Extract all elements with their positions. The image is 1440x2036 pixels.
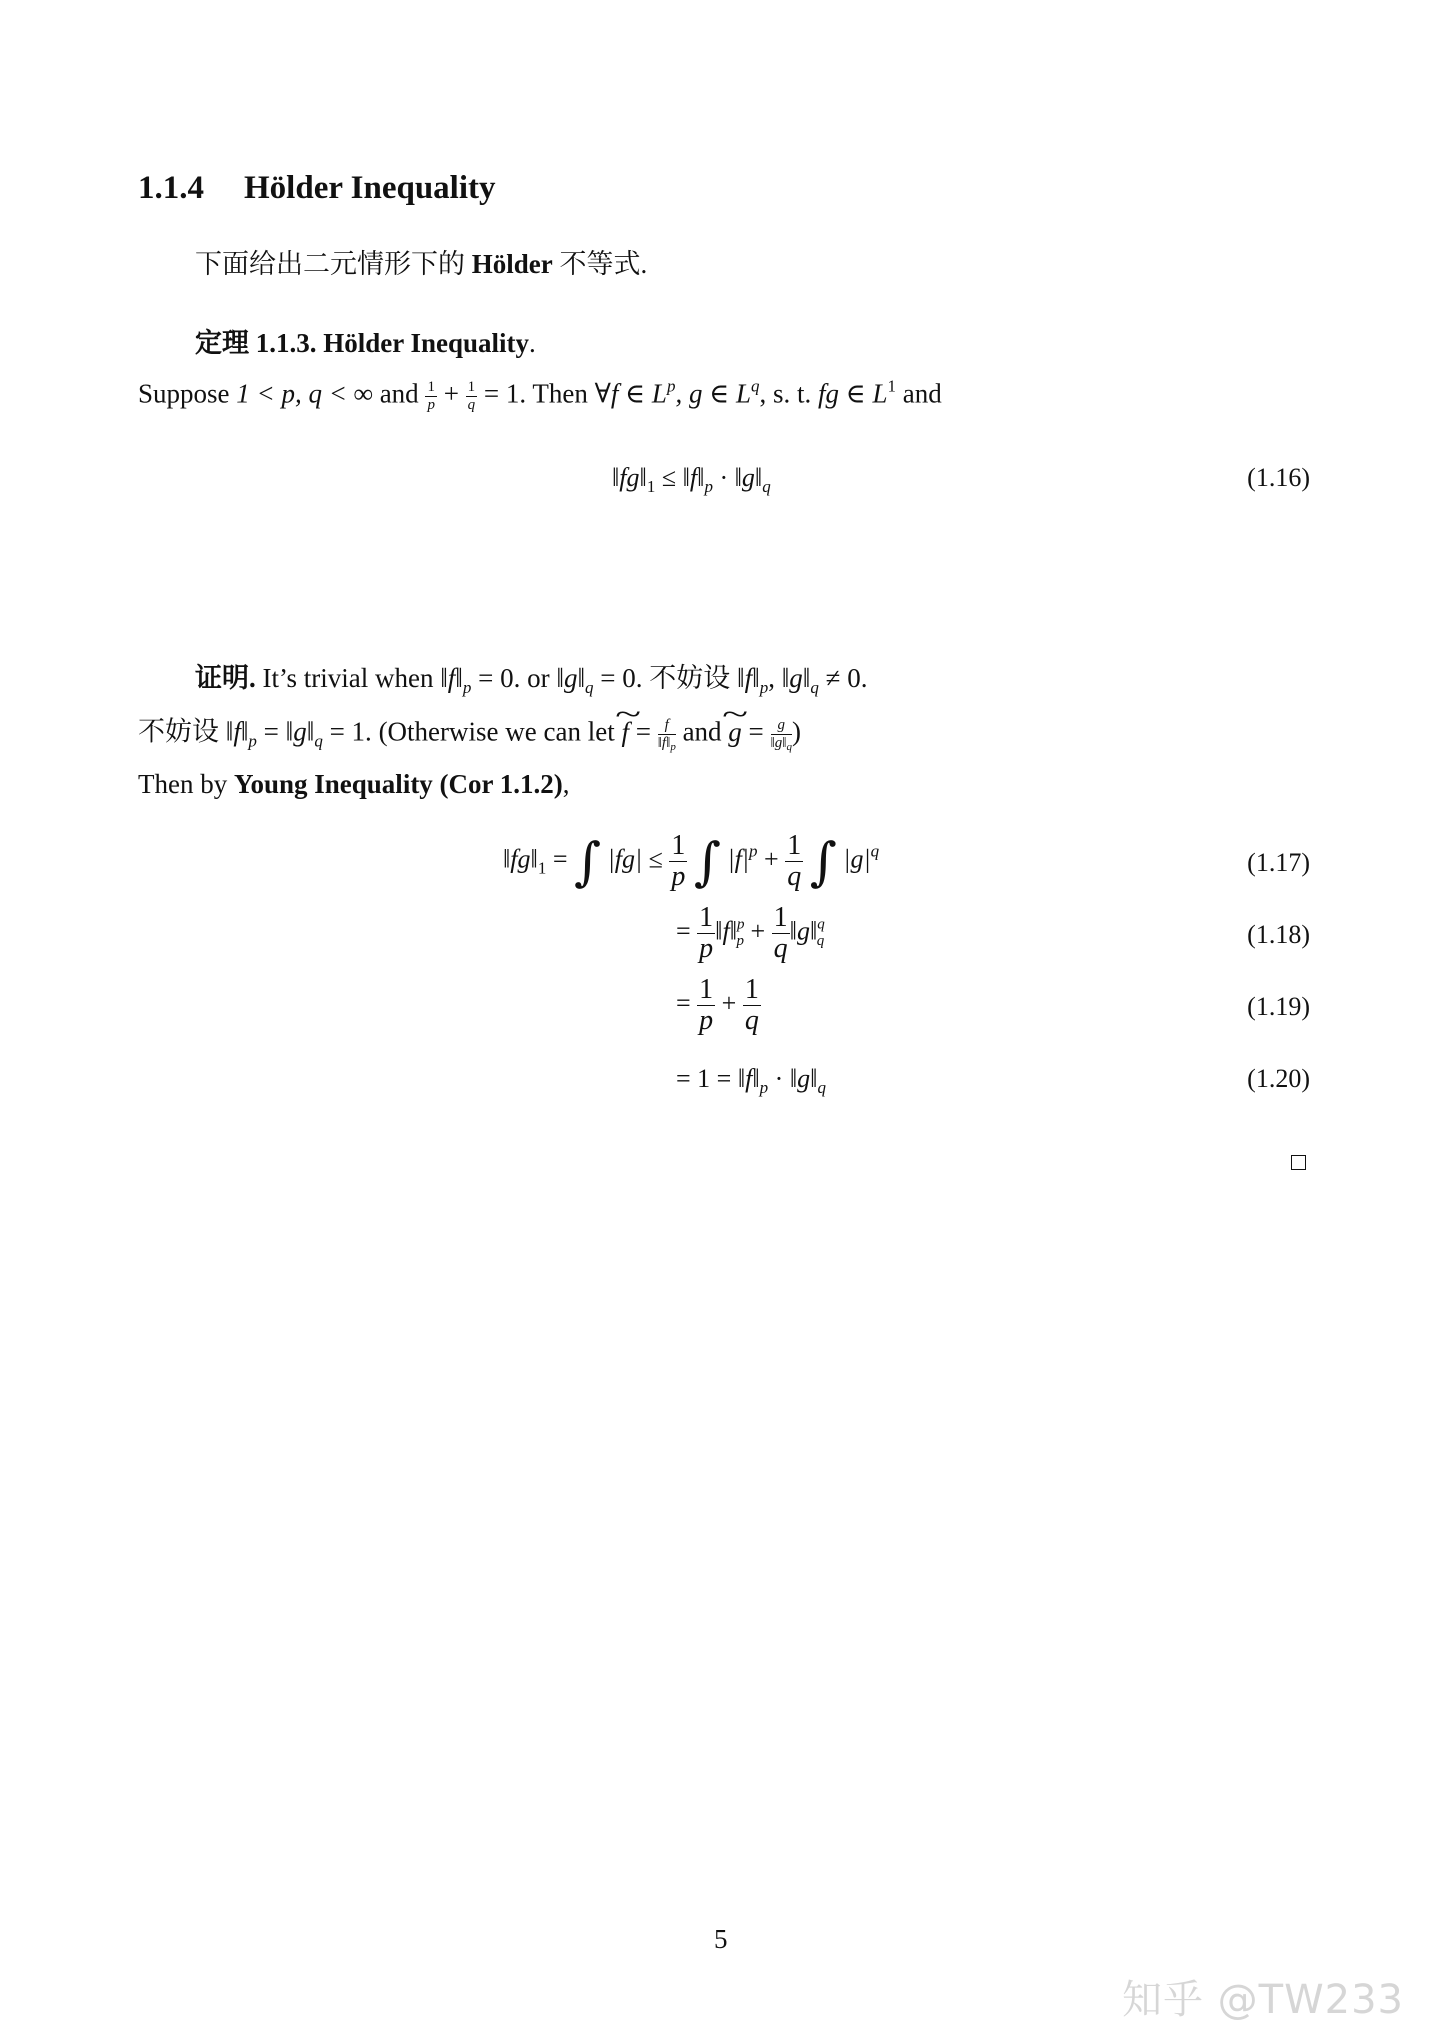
theorem-heading bbox=[195, 330, 536, 357]
equation-tag-1-17: (1.17) bbox=[1247, 848, 1310, 877]
section-number: 1.1.4 bbox=[138, 170, 204, 206]
then-by-text: Then by bbox=[138, 769, 228, 799]
equation-tag-1-18: (1.18) bbox=[1247, 920, 1310, 949]
theorem-label: 定理 1.1.3. bbox=[195, 328, 317, 358]
eq-zero-2: = 0. bbox=[600, 663, 643, 693]
and-text-3: and bbox=[682, 716, 722, 747]
and-text-2: and bbox=[902, 378, 942, 409]
lp-sup: p bbox=[666, 376, 676, 396]
equation-tag-1-19: (1.19) bbox=[1247, 992, 1310, 1021]
lq-sup: q bbox=[750, 376, 760, 396]
equation-1-17: $‖fg‖_1$ = ∫ |fg| ≤ $\frac{1}{p}$ ∫ $|f|^p$ + $\frac{1}{q}$ ∫ $|g|^q$ bbox=[503, 830, 880, 893]
equation-1-16: $‖fg‖_1$ ≤ $‖f‖_p$ · $‖g‖_q$ bbox=[612, 463, 771, 496]
theorem-end: . bbox=[529, 328, 536, 358]
and-text: and bbox=[379, 378, 419, 409]
watermark: 知乎 @TW233 bbox=[1121, 1977, 1404, 2023]
l1-sup: 1 bbox=[887, 376, 896, 396]
equation-1-18: = $\frac{1}{p}$ ‖f‖$^p_p$ + $\frac{1}{q}$ ‖g‖$^q_q$ bbox=[676, 902, 825, 964]
equation-1-20: = $1 = ‖f‖_p$ · $‖g‖_q$ bbox=[676, 1064, 826, 1097]
proof-trivial-text: It’s trivial when bbox=[262, 663, 434, 693]
g-in: , g ∈ L bbox=[675, 378, 751, 409]
frac-one-over-p: $\frac{1}{p}$ bbox=[427, 379, 435, 413]
frac-f-normalized: $\frac{f}{‖f‖_p}$ bbox=[657, 717, 676, 753]
condition-math: 1 < p, q < ∞ bbox=[236, 378, 373, 409]
or-text: or bbox=[527, 663, 550, 693]
intro-line bbox=[195, 251, 647, 278]
suppose-text: Suppose bbox=[138, 378, 230, 409]
otherwise-text: (Otherwise we can let bbox=[378, 716, 615, 747]
theorem-statement: Suppose 1 < p, q < ∞ and $\frac{1}{p}$ + $\frac{1}{q}$ = 1. Then ∀f ∈ $L^p$, g ∈ $L^q$, s. t. fg ∈ $L^1$ and bbox=[138, 376, 942, 413]
section-heading bbox=[138, 170, 496, 207]
theorem-name: Hölder Inequality bbox=[323, 328, 530, 358]
qed-square-icon bbox=[1291, 1155, 1306, 1170]
section-title: Hölder Inequality bbox=[244, 170, 496, 206]
equation-tag-1-20: (1.20) bbox=[1247, 1064, 1310, 1093]
frac-g-normalized: $\frac{g}{‖g‖_q}$ bbox=[770, 717, 792, 753]
equation-tag-1-16: (1.16) bbox=[1247, 463, 1310, 492]
proof-line-1: 证明. It’s trivial when $‖f‖_p = 0$. or $‖g‖_q = 0$. 不妨设 $‖f‖_p$, $‖g‖_q \ne 0$. bbox=[195, 663, 868, 697]
comma: , bbox=[562, 769, 570, 799]
fg-in: fg ∈ L bbox=[817, 378, 888, 409]
page-number: 5 bbox=[714, 1924, 728, 1954]
proof-cn-2: 不妨设 bbox=[138, 716, 219, 747]
eq-zero-1: = 0. bbox=[478, 663, 521, 693]
equals-one-then: = 1. Then bbox=[483, 378, 588, 409]
forall-f: ∀f ∈ L bbox=[594, 378, 667, 409]
intro-bold: Hölder bbox=[471, 249, 553, 279]
proof-label: 证明. bbox=[195, 663, 256, 693]
intro-text: 下面给出二元情形下的 bbox=[195, 249, 465, 279]
intro-text-end: 不等式. bbox=[559, 249, 648, 279]
st-text: , s. t. bbox=[759, 378, 812, 409]
young-inequality-ref: Young Inequality (Cor 1.1.2) bbox=[233, 769, 563, 799]
frac-one-over-q: $\frac{1}{q}$ bbox=[467, 379, 476, 413]
neq-zero: ≠ 0. bbox=[825, 663, 868, 693]
proof-line-2: 不妨设 $‖f‖_p$ = $‖g‖_q = 1$. (Otherwise we can let ~ f = $\frac{f}{‖f‖_p}$ and ~ g = $\frac{g}{‖g‖_q}$ ) bbox=[138, 718, 801, 751]
equation-1-19: = $\frac{1}{p}$ + $\frac{1}{q}$ bbox=[676, 974, 759, 1036]
proof-line-3 bbox=[138, 771, 570, 798]
proof-cn-1: 不妨设 bbox=[649, 663, 731, 693]
